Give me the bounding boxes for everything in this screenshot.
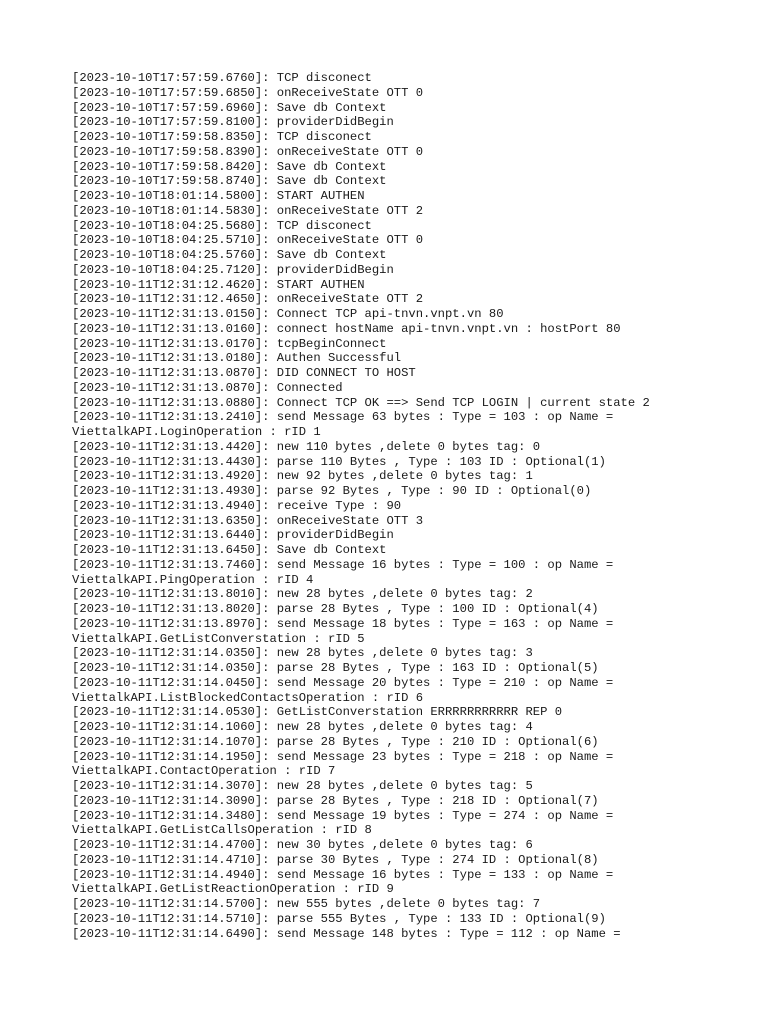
- log-line: [2023-10-11T12:31:13.2410]: send Message 63 bytes : Type = 103 : op Name =: [72, 410, 614, 425]
- log-line: [2023-10-11T12:31:13.0870]: DID CONNECT TO HOST: [72, 366, 416, 380]
- log-line: [2023-10-11T12:31:14.5700]: new 555 bytes ,delete 0 bytes tag: 7: [72, 897, 541, 911]
- log-line: [2023-10-11T12:31:13.8970]: send Message 18 bytes : Type = 163 : op Name =: [72, 616, 614, 631]
- log-document: [72, 71, 762, 941]
- log-line: [2023-10-10T17:59:58.8350]: TCP disconect: [72, 130, 372, 144]
- log-line: [2023-10-10T17:57:59.6850]: onReceiveState OTT 0: [72, 85, 424, 100]
- log-line: [2023-10-11T12:31:14.3070]: new 28 bytes ,delete 0 bytes tag: 5: [72, 779, 533, 793]
- log-line: [2023-10-10T18:04:25.5760]: Save db Context: [72, 248, 387, 262]
- log-line: [2023-10-10T17:59:58.8740]: Save db Context: [72, 174, 387, 189]
- log-line: [2023-10-10T17:57:59.6960]: Save db Context: [72, 100, 387, 115]
- log-line: [2023-10-10T17:57:59.6760]: TCP disconect: [72, 71, 372, 85]
- log-line: [2023-10-11T12:31:13.0170]: tcpBeginConnect: [72, 336, 387, 351]
- log-line: ViettalkAPI.GetListCallsOperation : rID 8: [72, 823, 372, 838]
- log-line: ViettalkAPI.PingOperation : rID 4: [72, 572, 314, 587]
- log-line: ViettalkAPI.ListBlockedContactsOperation : rID 6: [72, 690, 424, 705]
- log-line: [2023-10-10T18:04:25.7120]: providerDidBegin: [72, 262, 394, 277]
- log-line: [2023-10-11T12:31:14.5710]: parse 555 Bytes , Type : 133 ID : Optional(9): [72, 911, 606, 926]
- log-line: [2023-10-11T12:31:12.4650]: onReceiveState OTT 2: [72, 292, 424, 307]
- log-line: [2023-10-11T12:31:13.0870]: Connected: [72, 380, 343, 395]
- log-line: [2023-10-11T12:31:14.1950]: send Message 23 bytes : Type = 218 : op Name =: [72, 749, 614, 764]
- log-line: [2023-10-11T12:31:14.4940]: send Message 16 bytes : Type = 133 : op Name =: [72, 867, 614, 882]
- log-line: [2023-10-11T12:31:13.4920]: new 92 bytes ,delete 0 bytes tag: 1: [72, 469, 533, 484]
- log-line: [2023-10-11T12:31:13.4930]: parse 92 Bytes , Type : 90 ID : Optional(0): [72, 484, 592, 498]
- log-line: [2023-10-11T12:31:13.8010]: new 28 bytes ,delete 0 bytes tag: 2: [72, 587, 533, 602]
- log-line: [2023-10-11T12:31:14.0350]: parse 28 Bytes , Type : 163 ID : Optional(5): [72, 661, 599, 675]
- log-line: [2023-10-11T12:31:13.0880]: Connect TCP OK ==> Send TCP LOGIN | current state 2: [72, 395, 650, 410]
- log-line: [2023-10-11T12:31:14.1060]: new 28 bytes ,delete 0 bytes tag: 4: [72, 720, 533, 734]
- log-line: [2023-10-10T18:04:25.5680]: TCP disconect: [72, 218, 372, 233]
- log-line: [2023-10-10T17:59:58.8390]: onReceiveState OTT 0: [72, 144, 424, 159]
- log-line: [2023-10-11T12:31:14.1070]: parse 28 Bytes , Type : 210 ID : Optional(6): [72, 734, 599, 749]
- log-line: [2023-10-11T12:31:14.3480]: send Message 19 bytes : Type = 274 : op Name =: [72, 808, 614, 823]
- log-line: ViettalkAPI.GetListReactionOperation : rID 9: [72, 882, 394, 897]
- log-body: [72, 71, 762, 941]
- log-line: [2023-10-11T12:31:13.0180]: Authen Successful: [72, 351, 402, 366]
- log-line: [2023-10-10T18:01:14.5830]: onReceiveState OTT 2: [72, 203, 424, 218]
- log-line: [2023-10-11T12:31:14.6490]: send Message 148 bytes : Type = 112 : op Name =: [72, 926, 621, 941]
- log-line: [2023-10-11T12:31:13.4420]: new 110 bytes ,delete 0 bytes tag: 0: [72, 439, 541, 454]
- log-line: [2023-10-10T18:04:25.5710]: onReceiveState OTT 0: [72, 233, 424, 248]
- log-line: ViettalkAPI.LoginOperation : rID 1: [72, 425, 321, 439]
- log-line: [2023-10-11T12:31:14.0530]: GetListConverstation ERRRRRRRRRRR REP 0: [72, 705, 563, 720]
- log-line: [2023-10-11T12:31:13.0150]: Connect TCP api-tnvn.vnpt.vn 80: [72, 307, 504, 321]
- log-line: [2023-10-10T18:01:14.5800]: START AUTHEN: [72, 189, 365, 203]
- log-line: [2023-10-11T12:31:14.0450]: send Message 20 bytes : Type = 210 : op Name =: [72, 675, 614, 690]
- log-line: [2023-10-10T17:59:58.8420]: Save db Context: [72, 159, 387, 174]
- log-line: [2023-10-11T12:31:13.7460]: send Message 16 bytes : Type = 100 : op Name =: [72, 557, 614, 572]
- log-line: [2023-10-11T12:31:13.0160]: connect hostName api-tnvn.vnpt.vn : hostPort 80: [72, 321, 621, 336]
- log-line: [2023-10-11T12:31:13.6350]: onReceiveState OTT 3: [72, 513, 424, 528]
- log-line: [2023-10-11T12:31:13.4940]: receive Type : 90: [72, 498, 402, 513]
- log-line: [2023-10-11T12:31:14.4710]: parse 30 Bytes , Type : 274 ID : Optional(8): [72, 852, 599, 867]
- log-line: [2023-10-11T12:31:14.4700]: new 30 bytes ,delete 0 bytes tag: 6: [72, 838, 533, 852]
- log-line: [2023-10-11T12:31:12.4620]: START AUTHEN: [72, 277, 365, 292]
- log-line: [2023-10-11T12:31:13.6440]: providerDidBegin: [72, 528, 394, 543]
- log-line: [2023-10-11T12:31:13.6450]: Save db Context: [72, 543, 387, 557]
- log-line: [2023-10-11T12:31:14.3090]: parse 28 Bytes , Type : 218 ID : Optional(7): [72, 793, 599, 808]
- log-line: ViettalkAPI.ContactOperation : rID 7: [72, 764, 336, 779]
- log-line: [2023-10-11T12:31:13.4430]: parse 110 Bytes , Type : 103 ID : Optional(1): [72, 454, 606, 469]
- log-line: ViettalkAPI.GetListConverstation : rID 5: [72, 631, 365, 646]
- log-line: [2023-10-10T17:57:59.8100]: providerDidBegin: [72, 115, 394, 130]
- log-line: [2023-10-11T12:31:13.8020]: parse 28 Bytes , Type : 100 ID : Optional(4): [72, 602, 599, 616]
- log-line: [2023-10-11T12:31:14.0350]: new 28 bytes ,delete 0 bytes tag: 3: [72, 646, 533, 661]
